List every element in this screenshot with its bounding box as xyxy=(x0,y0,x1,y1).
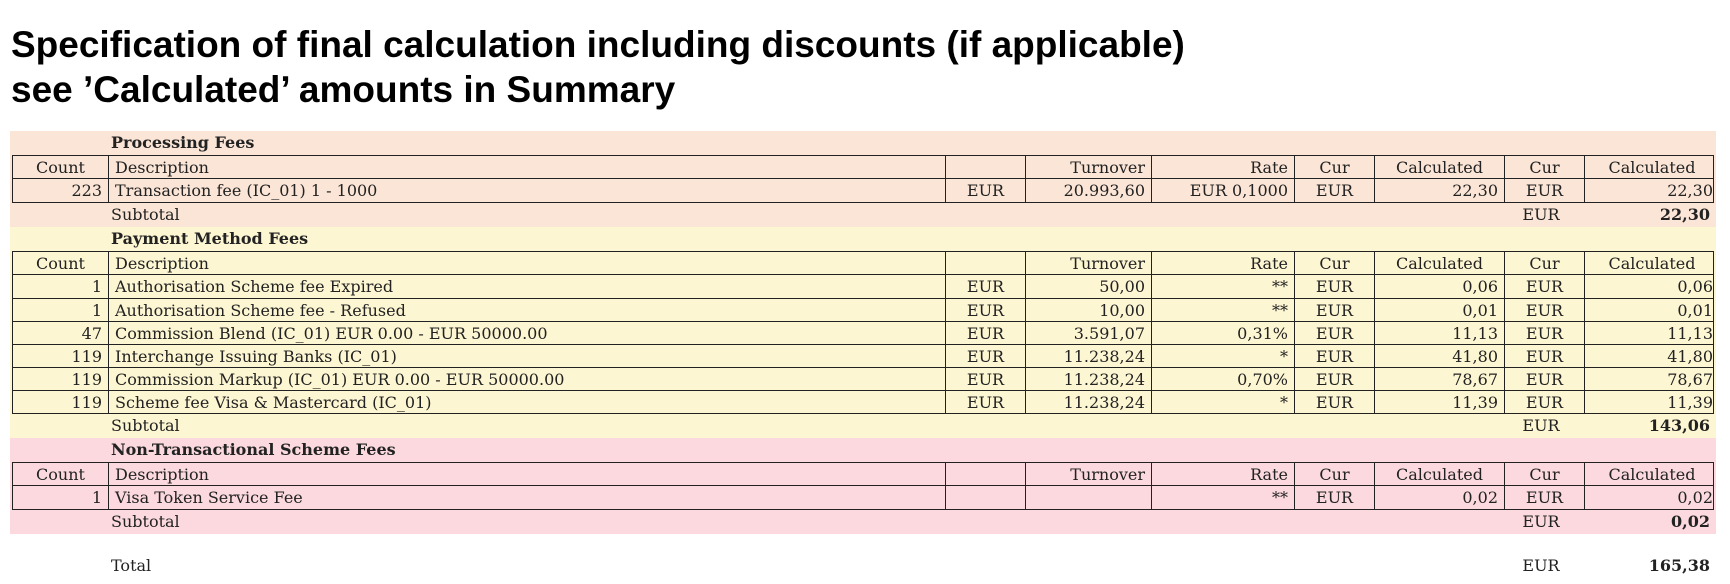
header-cur: Cur xyxy=(1294,252,1374,274)
cell-turnover: 11.238,24 xyxy=(1025,345,1151,367)
cell-cur: EUR xyxy=(1294,345,1374,367)
header-rate: Rate xyxy=(1151,463,1294,485)
cell-description: Authorisation Scheme fee - Refused xyxy=(108,299,945,321)
cell-turnover: 10,00 xyxy=(1025,299,1151,321)
cell-calculated-2: 0,02 xyxy=(1584,486,1719,509)
header-count: Count xyxy=(36,158,85,177)
header-calculated: Calculated xyxy=(1374,156,1504,178)
cell-currency: EUR xyxy=(945,391,1025,413)
cell-currency: EUR xyxy=(945,368,1025,390)
cell-count: 47 xyxy=(81,324,102,343)
header-description: Description xyxy=(108,463,945,485)
cell-calculated: 11,13 xyxy=(1374,322,1504,344)
cell-cur: EUR xyxy=(1294,179,1374,202)
cell-rate: ** xyxy=(1151,299,1294,321)
cell-count: 223 xyxy=(71,181,102,200)
cell-calculated-2: 22,30 xyxy=(1584,179,1719,202)
cell-description: Commission Blend (IC_01) EUR 0.00 - EUR 50000.00 xyxy=(108,322,945,344)
cell-cur-2: EUR xyxy=(1504,391,1584,413)
cell-turnover: 11.238,24 xyxy=(1025,368,1151,390)
cell-description: Scheme fee Visa & Mastercard (IC_01) xyxy=(108,391,945,413)
header-currency-blank xyxy=(945,252,1025,274)
title-line-1: Specification of final calculation including discounts (if applicable) xyxy=(11,24,1185,65)
cell-currency: EUR xyxy=(945,345,1025,367)
cell-cur-2: EUR xyxy=(1504,486,1584,509)
cell-description: Authorisation Scheme fee Expired xyxy=(108,275,945,298)
section-processing-fees xyxy=(10,131,1716,227)
cell-count: 1 xyxy=(91,277,102,296)
subtotal-currency: EUR xyxy=(1522,512,1560,531)
header-cur: Cur xyxy=(1294,156,1374,178)
cell-turnover: 50,00 xyxy=(1025,275,1151,298)
subtotal-row xyxy=(10,414,1716,438)
cell-cur: EUR xyxy=(1294,299,1374,321)
table-row xyxy=(12,486,1714,510)
table-row xyxy=(12,275,1714,299)
header-cur-2: Cur xyxy=(1504,463,1584,485)
subtotal-label: Subtotal xyxy=(111,512,180,531)
cell-calculated: 0,06 xyxy=(1374,275,1504,298)
header-rate: Rate xyxy=(1151,252,1294,274)
table-header-row xyxy=(12,462,1714,486)
header-cur: Cur xyxy=(1294,463,1374,485)
header-cur-2: Cur xyxy=(1504,252,1584,274)
fee-specification-table xyxy=(10,131,1716,578)
cell-calculated: 11,39 xyxy=(1374,391,1504,413)
cell-count: 119 xyxy=(71,370,102,389)
cell-cur-2: EUR xyxy=(1504,322,1584,344)
cell-rate: ** xyxy=(1151,275,1294,298)
cell-cur-2: EUR xyxy=(1504,368,1584,390)
cell-cur-2: EUR xyxy=(1504,179,1584,202)
cell-rate: ** xyxy=(1151,486,1294,509)
cell-calculated: 41,80 xyxy=(1374,345,1504,367)
cell-rate: * xyxy=(1151,345,1294,367)
cell-calculated: 78,67 xyxy=(1374,368,1504,390)
header-cur-2: Cur xyxy=(1504,156,1584,178)
table-row xyxy=(12,367,1714,391)
section-title-row xyxy=(10,227,1716,251)
header-count: Count xyxy=(36,465,85,484)
cell-calculated-2: 11,39 xyxy=(1584,391,1719,413)
section-title: Non-Transactional Scheme Fees xyxy=(111,440,396,459)
header-currency-blank xyxy=(945,156,1025,178)
section-title-row xyxy=(10,438,1716,462)
table-header-row xyxy=(12,155,1714,179)
total-label: Total xyxy=(111,556,152,575)
cell-rate: 0,31% xyxy=(1151,322,1294,344)
cell-cur-2: EUR xyxy=(1504,299,1584,321)
subtotal-currency: EUR xyxy=(1522,416,1560,435)
cell-cur-2: EUR xyxy=(1504,345,1584,367)
cell-cur: EUR xyxy=(1294,391,1374,413)
subtotal-value: 22,30 xyxy=(1659,205,1710,224)
table-row xyxy=(12,344,1714,368)
table-row xyxy=(12,390,1714,414)
table-row xyxy=(12,179,1714,203)
cell-count: 1 xyxy=(91,301,102,320)
total-currency: EUR xyxy=(1522,556,1560,575)
cell-calculated-2: 41,80 xyxy=(1584,345,1719,367)
cell-calculated: 0,02 xyxy=(1374,486,1504,509)
cell-currency xyxy=(945,486,1025,509)
cell-turnover: 3.591,07 xyxy=(1025,322,1151,344)
cell-cur: EUR xyxy=(1294,275,1374,298)
table-header-row xyxy=(12,251,1714,275)
cell-cur: EUR xyxy=(1294,322,1374,344)
header-currency-blank xyxy=(945,463,1025,485)
cell-currency: EUR xyxy=(945,322,1025,344)
page-title xyxy=(11,22,1185,112)
header-calculated-2: Calculated xyxy=(1584,252,1719,274)
subtotal-row xyxy=(10,203,1716,227)
title-line-2: see ’Calculated’ amounts in Summary xyxy=(11,69,676,110)
cell-rate: * xyxy=(1151,391,1294,413)
cell-calculated-2: 0,06 xyxy=(1584,275,1719,298)
header-description: Description xyxy=(108,156,945,178)
cell-currency: EUR xyxy=(945,275,1025,298)
cell-calculated-2: 0,01 xyxy=(1584,299,1719,321)
cell-count: 119 xyxy=(71,393,102,412)
header-calculated: Calculated xyxy=(1374,463,1504,485)
cell-count: 1 xyxy=(91,488,102,507)
cell-calculated-2: 11,13 xyxy=(1584,322,1719,344)
cell-turnover: 20.993,60 xyxy=(1025,179,1151,202)
section-non-transactional-scheme-fees xyxy=(10,438,1716,534)
cell-currency: EUR xyxy=(945,299,1025,321)
cell-rate: EUR 0,1000 xyxy=(1151,179,1294,202)
header-turnover: Turnover xyxy=(1025,156,1151,178)
subtotal-label: Subtotal xyxy=(111,205,180,224)
section-payment-method-fees xyxy=(10,227,1716,438)
section-title: Processing Fees xyxy=(111,133,255,152)
subtotal-value: 143,06 xyxy=(1648,416,1710,435)
subtotal-value: 0,02 xyxy=(1671,512,1710,531)
cell-calculated: 0,01 xyxy=(1374,299,1504,321)
cell-count: 119 xyxy=(71,347,102,366)
total-value: 165,38 xyxy=(1648,556,1710,575)
header-description: Description xyxy=(108,252,945,274)
subtotal-currency: EUR xyxy=(1522,205,1560,224)
cell-description: Transaction fee (IC_01) 1 - 1000 xyxy=(108,179,945,202)
total-row xyxy=(10,554,1716,578)
header-rate: Rate xyxy=(1151,156,1294,178)
cell-calculated: 22,30 xyxy=(1374,179,1504,202)
cell-currency: EUR xyxy=(945,179,1025,202)
cell-cur: EUR xyxy=(1294,486,1374,509)
table-row xyxy=(12,298,1714,322)
cell-turnover: 11.238,24 xyxy=(1025,391,1151,413)
cell-description: Visa Token Service Fee xyxy=(108,486,945,509)
header-turnover: Turnover xyxy=(1025,463,1151,485)
header-count: Count xyxy=(36,254,85,273)
header-calculated: Calculated xyxy=(1374,252,1504,274)
subtotal-row xyxy=(10,510,1716,534)
section-title-row xyxy=(10,131,1716,155)
cell-calculated-2: 78,67 xyxy=(1584,368,1719,390)
header-turnover: Turnover xyxy=(1025,252,1151,274)
header-calculated-2: Calculated xyxy=(1584,156,1719,178)
cell-rate: 0,70% xyxy=(1151,368,1294,390)
table-row xyxy=(12,321,1714,345)
cell-description: Commission Markup (IC_01) EUR 0.00 - EUR 50000.00 xyxy=(108,368,945,390)
header-calculated-2: Calculated xyxy=(1584,463,1719,485)
cell-turnover xyxy=(1025,486,1151,509)
cell-cur: EUR xyxy=(1294,368,1374,390)
subtotal-label: Subtotal xyxy=(111,416,180,435)
cell-description: Interchange Issuing Banks (IC_01) xyxy=(108,345,945,367)
cell-cur-2: EUR xyxy=(1504,275,1584,298)
section-title: Payment Method Fees xyxy=(111,229,309,248)
